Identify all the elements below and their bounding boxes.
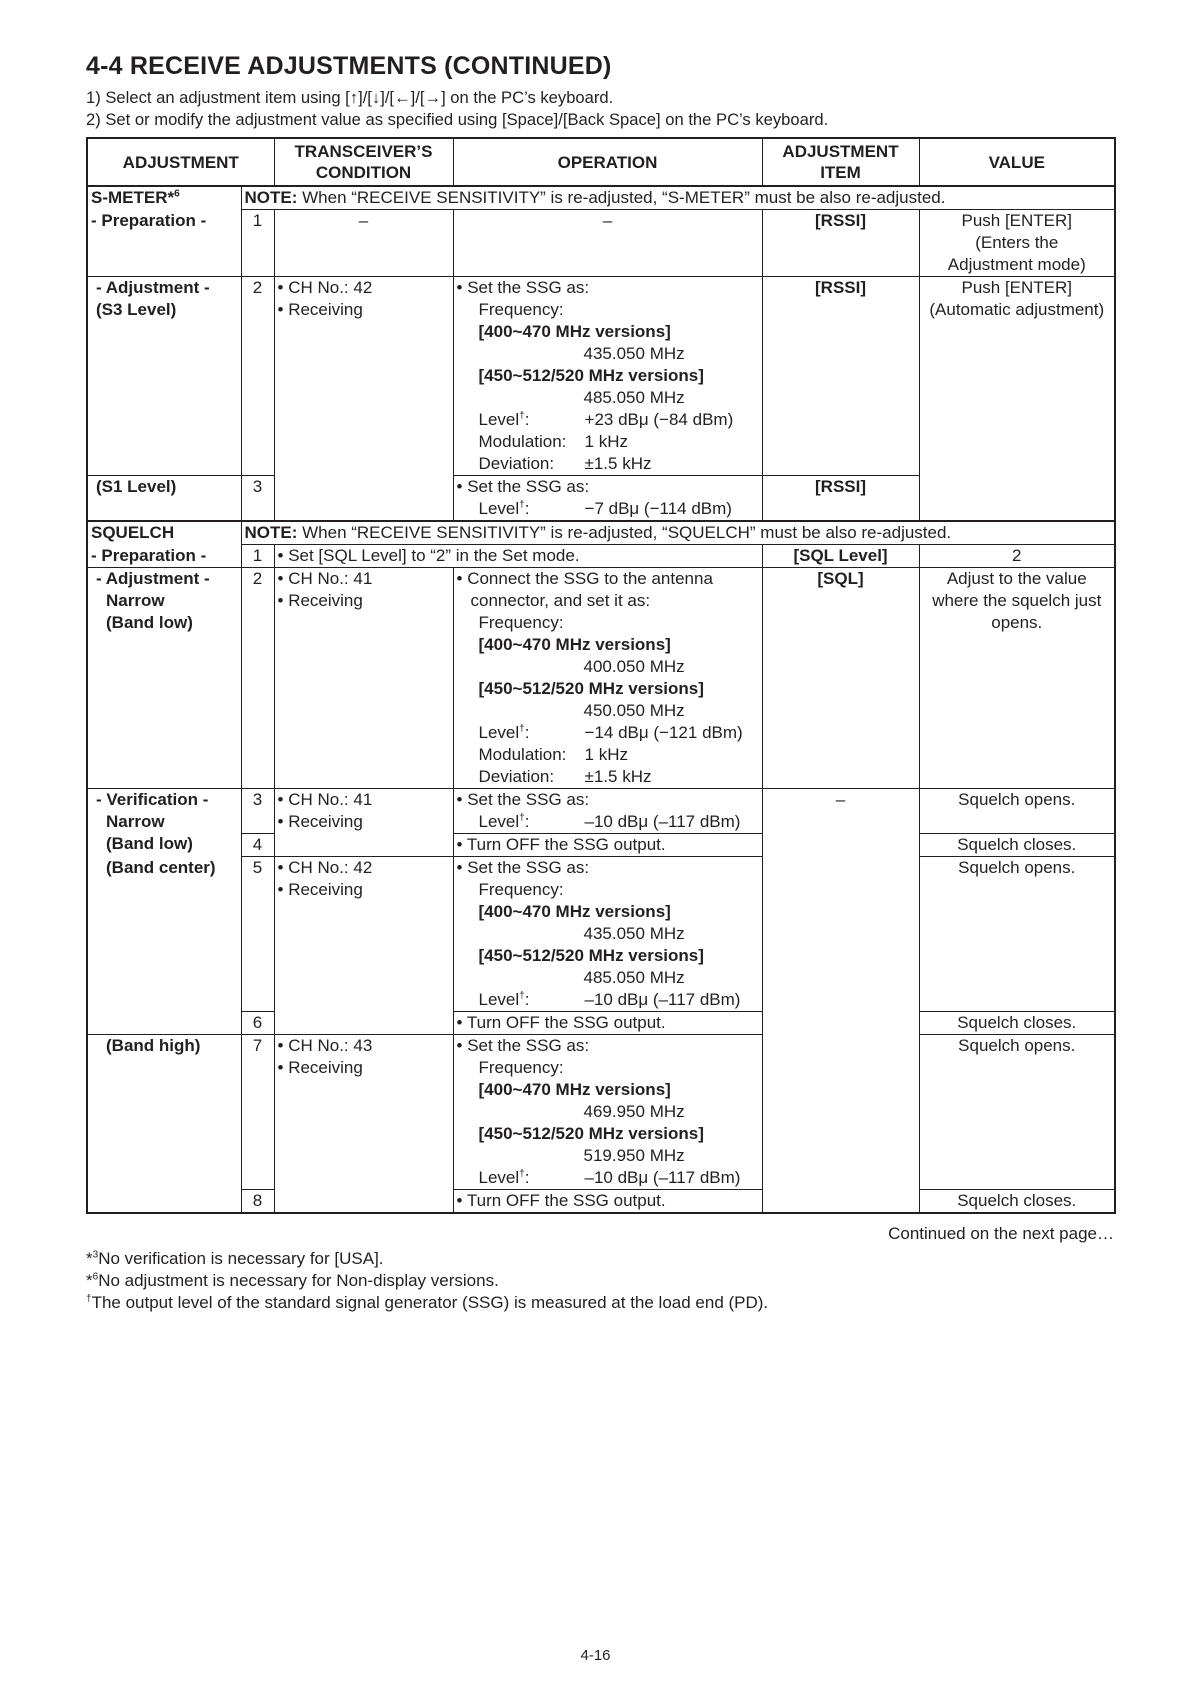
squelch-adj-label: - Adjustment - Narrow (Band low) bbox=[87, 568, 241, 789]
page-number: 4-16 bbox=[580, 1647, 611, 1664]
value-cell: Squelch opens. bbox=[919, 1035, 1115, 1190]
operation-cell: • Turn OFF the SSG output. bbox=[453, 1190, 762, 1214]
squelch-note-row bbox=[87, 521, 1115, 545]
item-cell: [RSSI] bbox=[762, 277, 919, 476]
band-center-label: (Band center) bbox=[87, 857, 241, 1035]
item-cell: [SQL] bbox=[762, 568, 919, 789]
smeter-s1-label: (S1 Level) bbox=[87, 476, 241, 522]
receive-adjustments-table bbox=[86, 137, 1116, 1214]
value-cell: Push [ENTER] (Automatic adjustment) bbox=[919, 277, 1115, 522]
value-cell: Squelch closes. bbox=[919, 834, 1115, 857]
item-cell: [SQL Level] bbox=[762, 545, 919, 568]
squelch-verify-row-4 bbox=[87, 834, 1115, 857]
step-number: 6 bbox=[241, 1012, 274, 1035]
squelch-verify-row-7 bbox=[87, 1035, 1115, 1190]
operation-cell: • Set the SSG as: Level†: −7 dBμ (−114 dBm) bbox=[453, 476, 762, 522]
footnotes bbox=[86, 1248, 1114, 1314]
value-cell: Push [ENTER] (Enters the Adjustment mode) bbox=[919, 210, 1115, 277]
footnote: *$^6$No adjustment is necessary for Non-display versions. bbox=[86, 1271, 499, 1290]
operation-cell: • Set the SSG as: Level†: –10 dBμ (–117 dBm) bbox=[453, 789, 762, 834]
header-adjustment: ADJUSTMENT bbox=[87, 138, 274, 186]
band-high-label: (Band high) bbox=[87, 1035, 241, 1214]
squelch-ver-label: - Verification - Narrow (Band low) bbox=[87, 789, 241, 857]
item-cell: – bbox=[762, 789, 919, 1214]
step-number: 4 bbox=[241, 834, 274, 857]
operation-cell: • Turn OFF the SSG output. bbox=[453, 834, 762, 857]
value-cell: Squelch closes. bbox=[919, 1190, 1115, 1214]
footnote: *$^3$No verification is necessary for [USA]. bbox=[86, 1249, 384, 1268]
step-number: 1 bbox=[241, 210, 274, 277]
value-cell: Adjust to the value where the squelch just opens. bbox=[919, 568, 1115, 789]
step-number: 3 bbox=[241, 476, 274, 522]
instruction-1: 1) Select an adjustment item using [↑]/[↓]/[←]/[→] on the PC’s keyboard. bbox=[86, 88, 614, 107]
footnote: †The output level of the standard signal generator (SSG) is measured at the load end (PD). bbox=[86, 1293, 769, 1312]
value-cell: Squelch opens. bbox=[919, 789, 1115, 834]
condition-cell: • CH No.: 42 • Receiving bbox=[274, 857, 453, 1035]
squelch-note: NOTE: When “RECEIVE SENSITIVITY” is re-adjusted, “SQUELCH” must be also re-adjusted. bbox=[241, 521, 1115, 545]
condition-cell: • CH No.: 41 • Receiving bbox=[274, 789, 453, 857]
step-number: 2 bbox=[241, 568, 274, 789]
operation-cell: • Set [SQL Level] to “2” in the Set mode. bbox=[274, 545, 762, 568]
step-number: 1 bbox=[241, 545, 274, 568]
operation-cell: – bbox=[453, 210, 762, 277]
value-cell: 2 bbox=[919, 545, 1115, 568]
squelch-label: SQUELCH bbox=[87, 521, 241, 545]
smeter-adjust-row bbox=[87, 277, 1115, 476]
operation-cell: • Set the SSG as: Frequency: [400~470 MHz versions] 435.050 MHz [450~512/520 MHz versions] 485.050 MHz Level†: –10 dBμ (–117 dBm) bbox=[453, 857, 762, 1012]
smeter-prep-label: - Preparation - bbox=[87, 210, 241, 277]
table-header-row bbox=[87, 138, 1115, 186]
smeter-prep-row bbox=[87, 210, 1115, 277]
smeter-adj-label: - Adjustment - (S3 Level) bbox=[87, 277, 241, 476]
smeter-note-row bbox=[87, 186, 1115, 210]
page-title: 4-4 RECEIVE ADJUSTMENTS (CONTINUED) bbox=[86, 52, 612, 80]
step-number: 7 bbox=[241, 1035, 274, 1190]
item-cell: [RSSI] bbox=[762, 476, 919, 522]
page bbox=[86, 52, 1114, 1314]
operation-cell: • Set the SSG as: Frequency: [400~470 MHz versions] 435.050 MHz [450~512/520 MHz versions] 485.050 MHz Level†: +23 dBμ (−84 dBm) Modulation: 1 kHz Deviation: ±1.5 kHz bbox=[453, 277, 762, 476]
step-number: 3 bbox=[241, 789, 274, 834]
header-operation: OPERATION bbox=[453, 138, 762, 186]
condition-cell: • CH No.: 43 • Receiving bbox=[274, 1035, 453, 1214]
item-cell: [RSSI] bbox=[762, 210, 919, 277]
squelch-verify-row-6 bbox=[87, 1012, 1115, 1035]
header-condition: TRANSCEIVER’S CONDITION bbox=[274, 138, 453, 186]
squelch-verify-row-8 bbox=[87, 1190, 1115, 1214]
instruction-2: 2) Set or modify the adjustment value as specified using [Space]/[Back Space] on the PC’s keyboard. bbox=[86, 110, 829, 129]
squelch-prep-row bbox=[87, 545, 1115, 568]
value-cell: Squelch closes. bbox=[919, 1012, 1115, 1035]
header-item: ADJUSTMENT ITEM bbox=[762, 138, 919, 186]
smeter-label: S-METER*$^6$ bbox=[87, 186, 241, 210]
step-number: 8 bbox=[241, 1190, 274, 1214]
operation-cell: • Set the SSG as: Frequency: [400~470 MHz versions] 469.950 MHz [450~512/520 MHz versions] 519.950 MHz Level†: –10 dBμ (–117 dBm) bbox=[453, 1035, 762, 1190]
condition-cell: • CH No.: 41 • Receiving bbox=[274, 568, 453, 789]
operation-cell: • Turn OFF the SSG output. bbox=[453, 1012, 762, 1035]
squelch-verify-row-5 bbox=[87, 857, 1115, 1012]
operation-cell: • Connect the SSG to the antenna connector, and set it as: Frequency: [400~470 MHz versions] 400.050 MHz [450~512/520 MHz versions] 450.050 MHz Level†: −14 dBμ (−121 dBm) Modulation: 1 kHz Deviation: ±1.5 kHz bbox=[453, 568, 762, 789]
condition-cell: • CH No.: 42 • Receiving bbox=[274, 277, 453, 522]
smeter-note: NOTE: When “RECEIVE SENSITIVITY” is re-adjusted, “S-METER” must be also re-adjusted. bbox=[241, 186, 1115, 210]
step-number: 2 bbox=[241, 277, 274, 476]
squelch-verify-row-3 bbox=[87, 789, 1115, 834]
squelch-adjust-row bbox=[87, 568, 1115, 789]
condition-cell: – bbox=[274, 210, 453, 277]
value-cell: Squelch opens. bbox=[919, 857, 1115, 1012]
header-value: VALUE bbox=[919, 138, 1115, 186]
continued-note: Continued on the next page… bbox=[888, 1224, 1114, 1243]
squelch-prep-label: - Preparation - bbox=[87, 545, 241, 568]
step-number: 5 bbox=[241, 857, 274, 1012]
